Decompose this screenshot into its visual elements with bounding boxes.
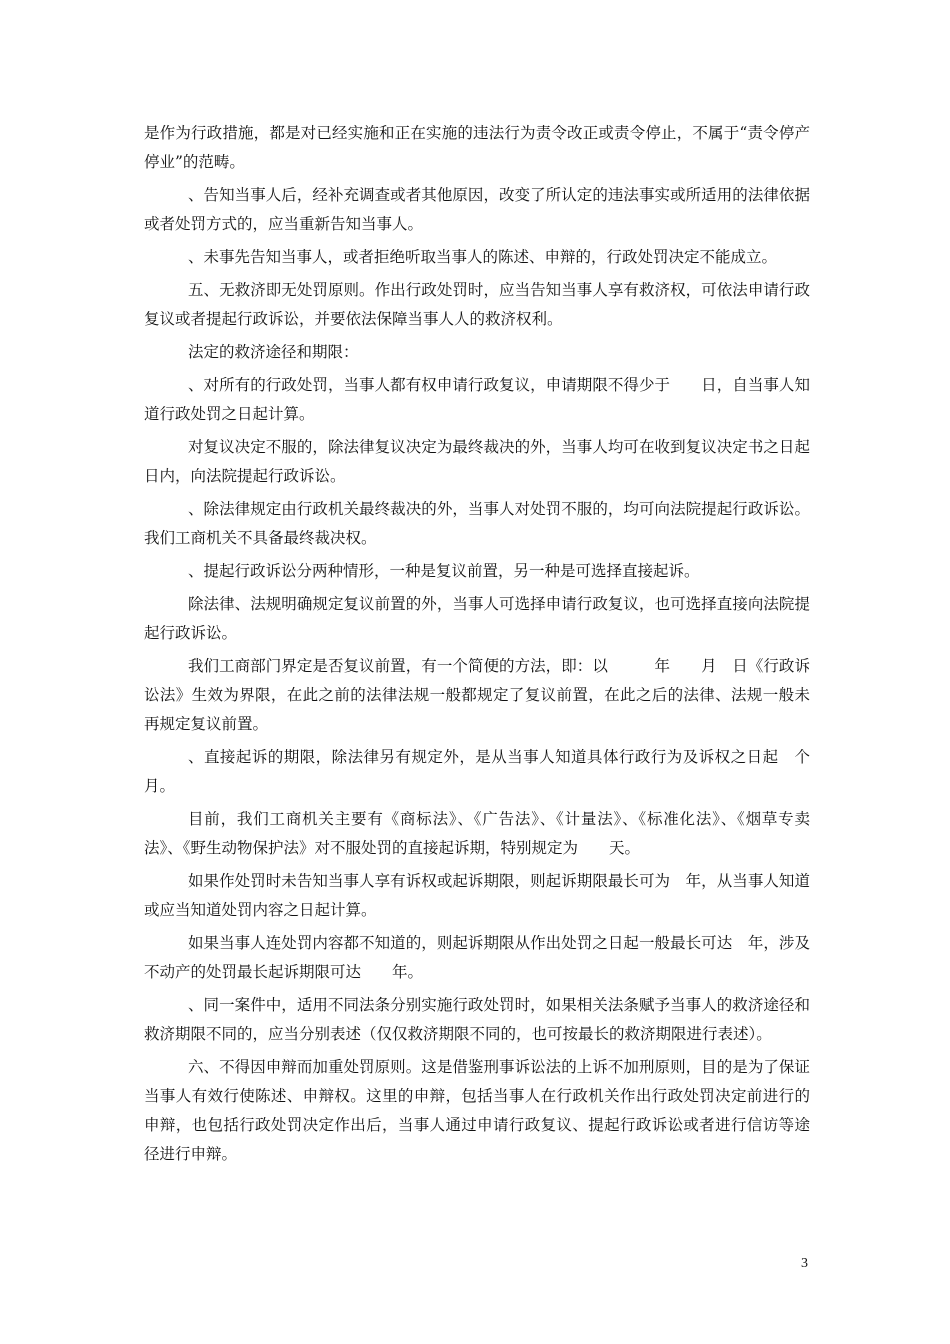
paragraph-3: 五、无救济即无处罚原则。作出行政处罚时，应当告知当事人享有救济权，可依法申请行政复议或者提起行政诉讼，并要依法保障当事人人的救济权利。 [144, 281, 810, 328]
paragraph-16: 六、不得因申辩而加重处罚原则。这是借鉴刑事诉讼法的上诉不加刑原则，目的是为了保证当事人有效行使陈述、申辩权。这里的申辩，包括当事人在行政机关作出行政处罚决定前进行的申辩，也包括行政处罚决定作出后，当事人通过申请行政复议、提起行政诉讼或者进行信访等途径进行申辩。 [144, 1058, 810, 1163]
paragraph-2: 、未事先告知当事人，或者拒绝听取当事人的陈述、申辩的，行政处罚决定不能成立。 [188, 248, 778, 266]
paragraph-14: 如果当事人连处罚内容都不知道的，则起诉期限从作出处罚之日起一般最长可达 年，涉及不动产的处罚最长起诉期限可达 年。 [144, 934, 810, 981]
document-body [144, 119, 842, 1169]
paragraph-11: 、直接起诉的期限，除法律另有规定外，是从当事人知道具体行政行为及诉权之日起 个月。 [144, 748, 810, 795]
paragraph-10: 我们工商部门界定是否复议前置，有一个简便的方法，即：以 年 月 日《行政诉讼法》生效为界限，在此之前的法律法规一般都规定了复议前置，在此之后的法律、法规一般未再规定复议前置。 [144, 657, 810, 733]
page-number: 3 [801, 1256, 808, 1271]
paragraph-6: 对复议决定不服的，除法律复议决定为最终裁决的外，当事人均可在收到复议决定书之日起 日内，向法院提起行政诉讼。 [144, 438, 842, 485]
paragraph-0: 是作为行政措施，都是对已经实施和正在实施的违法行为责令改正或责令停止，不属于“责令停产停业”的范畴。 [144, 124, 810, 171]
paragraph-4: 法定的救济途径和期限： [188, 343, 359, 361]
paragraph-7: 、除法律规定由行政机关最终裁决的外，当事人对处罚不服的，均可向法院提起行政诉讼。我们工商机关不具备最终裁决权。 [144, 500, 810, 547]
paragraph-13: 如果作处罚时未告知当事人享有诉权或起诉期限，则起诉期限最长可为 年，从当事人知道或应当知道处罚内容之日起计算。 [144, 872, 810, 919]
paragraph-1: 、告知当事人后，经补充调查或者其他原因，改变了所认定的违法事实或所适用的法律依据或者处罚方式的，应当重新告知当事人。 [144, 186, 810, 233]
paragraph-8: 、提起行政诉讼分两种情形，一种是复议前置，另一种是可选择直接起诉。 [188, 562, 700, 580]
paragraph-12: 目前，我们工商机关主要有《商标法》、《广告法》、《计量法》、《标准化法》、《烟草专卖法》、《野生动物保护法》对不服处罚的直接起诉期，特别规定为 天。 [144, 810, 810, 857]
paragraph-15: 、同一案件中，适用不同法条分别实施行政处罚时，如果相关法条赋予当事人的救济途径和救济期限不同的，应当分别表述（仅仅救济期限不同的，也可按最长的救济期限进行表述）。 [144, 996, 810, 1043]
paragraph-9: 除法律、法规明确规定复议前置的外，当事人可选择申请行政复议，也可选择直接向法院提起行政诉讼。 [144, 595, 810, 642]
paragraph-5: 、对所有的行政处罚，当事人都有权申请行政复议，申请期限不得少于 日，自当事人知道行政处罚之日起计算。 [144, 376, 810, 423]
